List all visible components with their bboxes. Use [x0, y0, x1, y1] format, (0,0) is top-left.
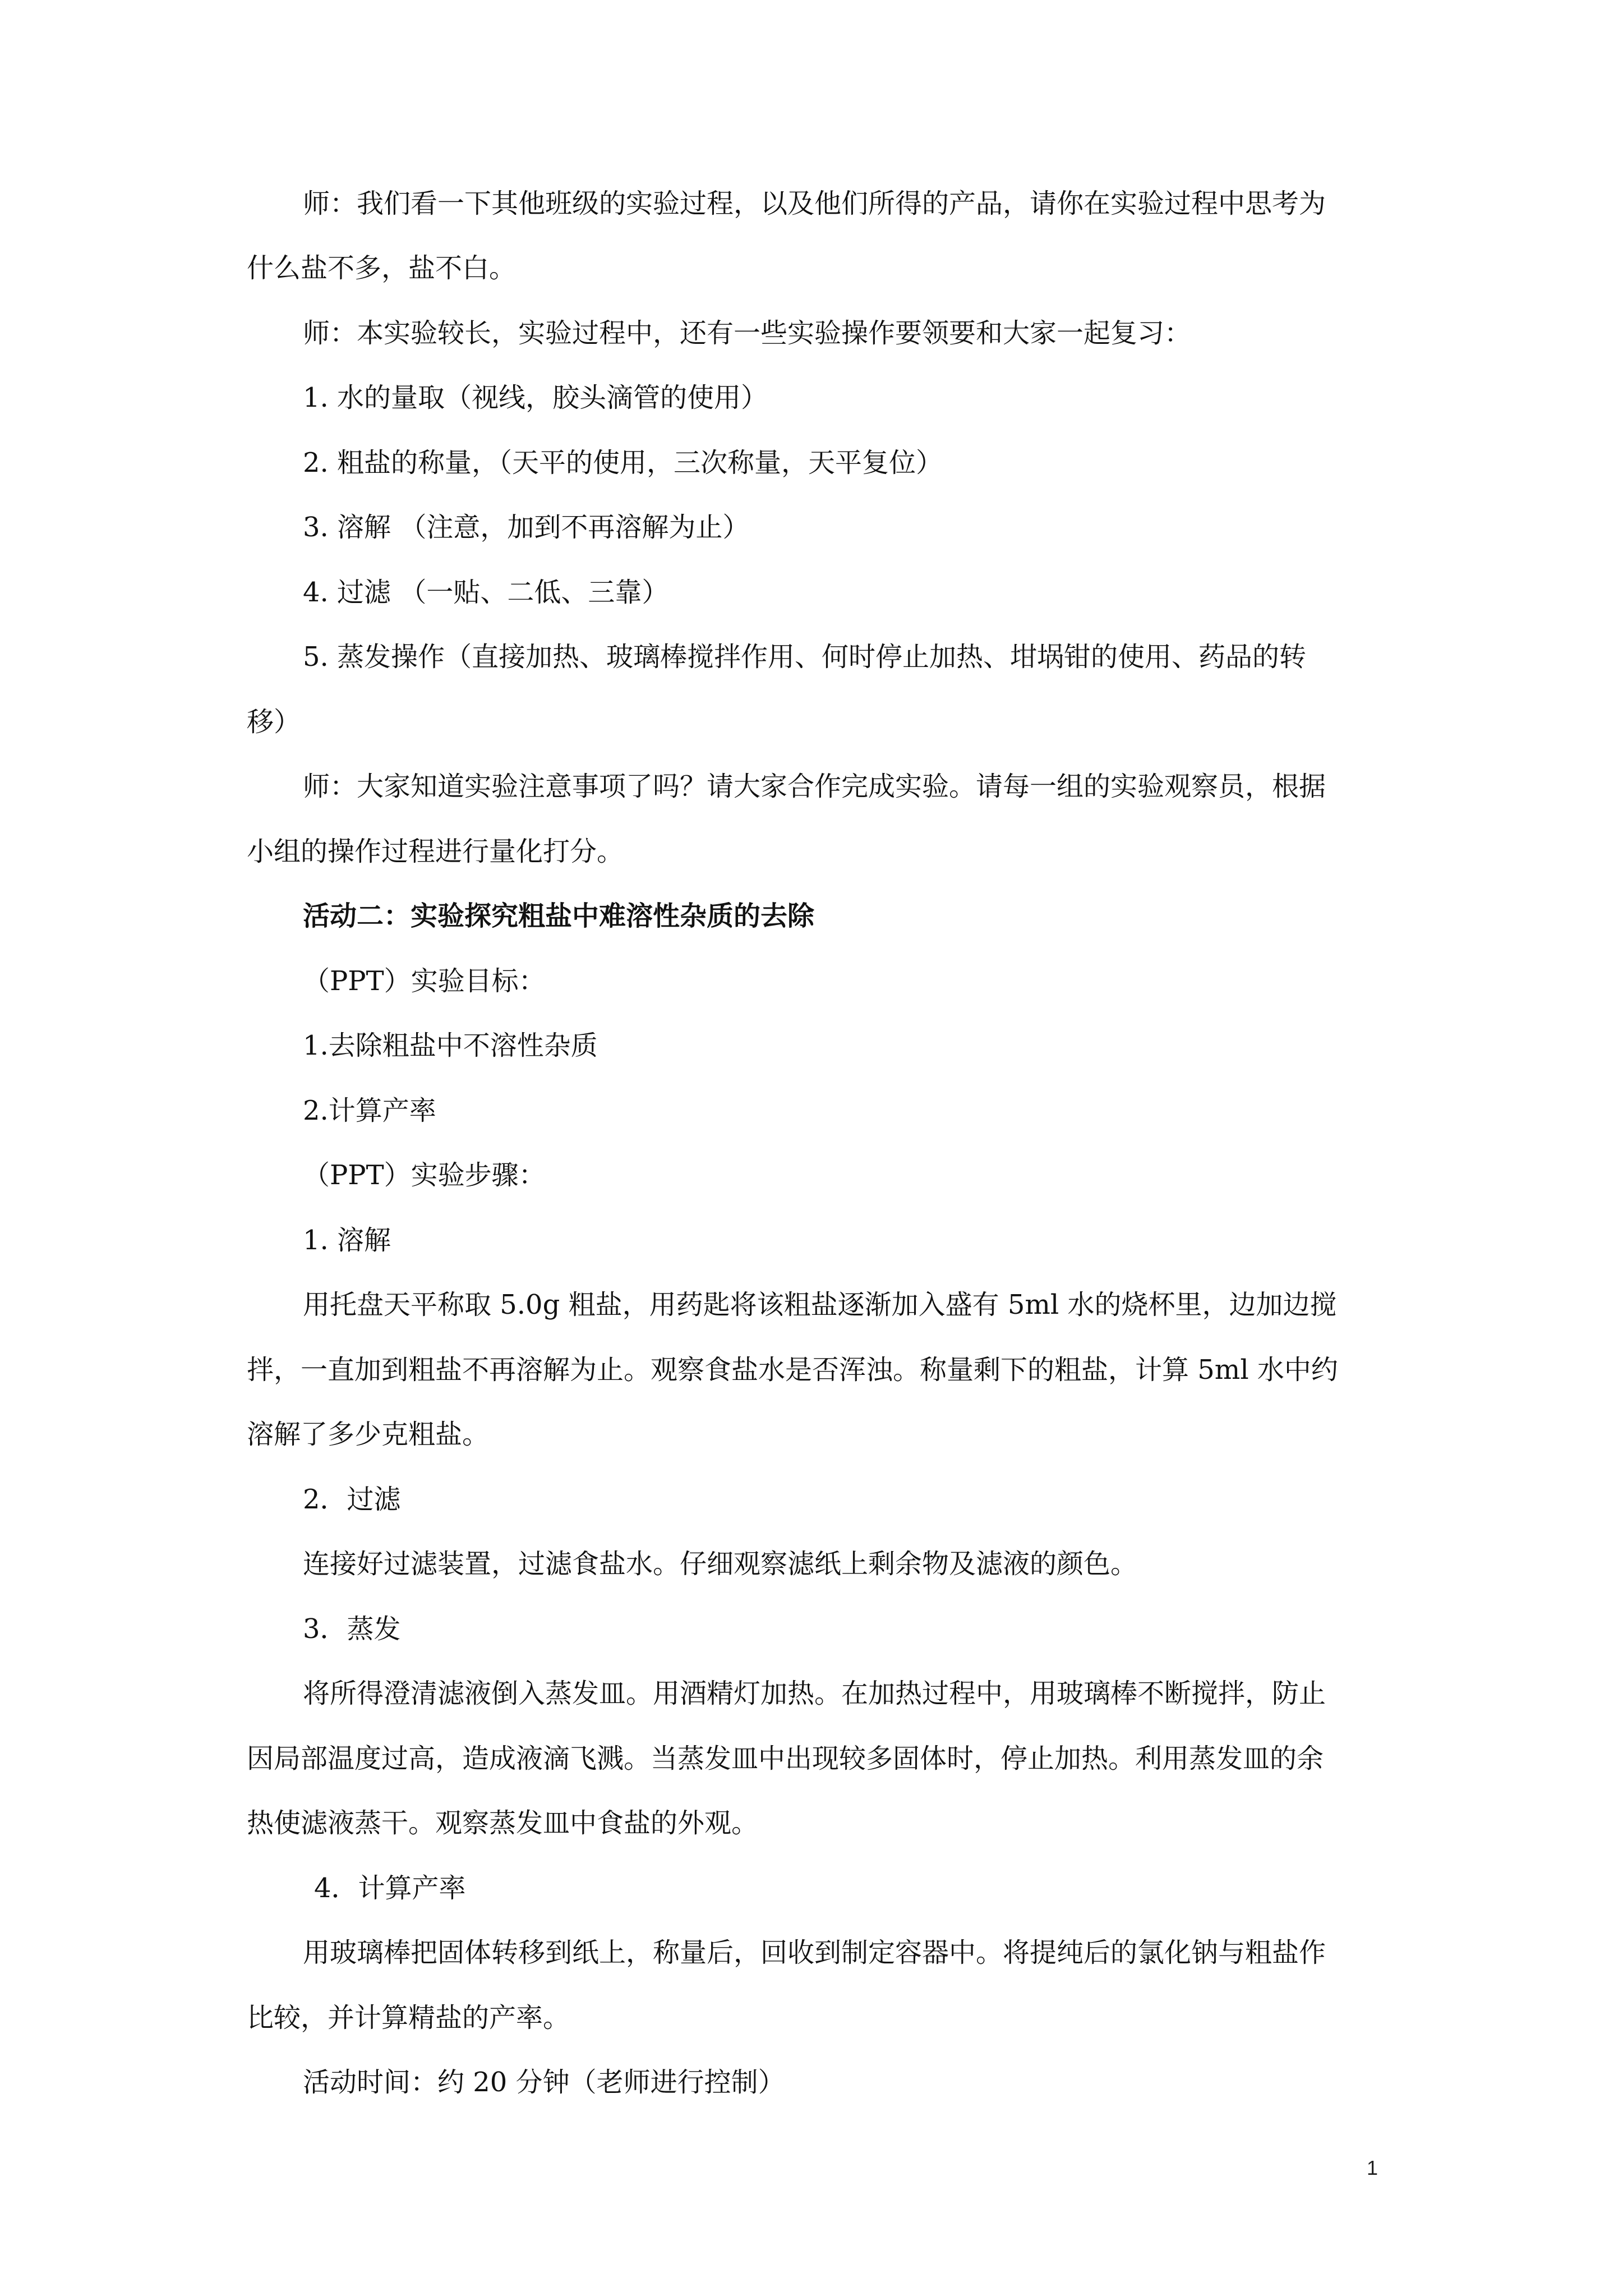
paragraph-line: 用玻璃棒把固体转移到纸上，称量后，回收到制定容器中。将提纯后的氯化钠与粗盐作 — [303, 1937, 1326, 1968]
list-item: 4. 过滤 （一贴、二低、三靠） — [303, 577, 669, 608]
step-heading: 3．蒸发 — [303, 1613, 401, 1645]
paragraph-line: 小组的操作过程进行量化打分。 — [247, 836, 624, 867]
paragraph-line: 溶解了多少克粗盐。 — [247, 1419, 490, 1450]
step-heading: 4．计算产率 — [314, 1872, 466, 1904]
list-item: 5. 蒸发操作（直接加热、玻璃棒搅拌作用、何时停止加热、坩埚钳的使用、药品的转 — [303, 641, 1307, 673]
paragraph-line: 师：大家知道实验注意事项了吗？请大家合作完成实验。请每一组的实验观察员，根据 — [303, 771, 1326, 802]
paragraph-line: 拌，一直加到粗盐不再溶解为止。观察食盐水是否浑浊。称量剩下的粗盐，计算 5ml 水中约 — [247, 1354, 1338, 1386]
paragraph-line: 比较，并计算精盐的产率。 — [247, 2002, 570, 2033]
list-item: 3. 溶解 （注意，加到不再溶解为止） — [303, 512, 750, 543]
paragraph-line: 连接好过滤装置，过滤食盐水。仔细观察滤纸上剩余物及滤液的颜色。 — [303, 1548, 1138, 1580]
list-item: 2.计算产率 — [303, 1095, 436, 1126]
paragraph-line: （PPT）实验步骤： — [303, 1159, 546, 1191]
paragraph-line: 师：我们看一下其他班级的实验过程，以及他们所得的产品，请你在实验过程中思考为 — [303, 188, 1326, 219]
paragraph-line: 活动时间：约 20 分钟（老师进行控制） — [303, 2067, 785, 2098]
paragraph-line: 用托盘天平称取 5.0g 粗盐，用药匙将该粗盐逐渐加入盛有 5ml 水的烧杯里，边加边搅 — [303, 1289, 1337, 1320]
paragraph-line: （PPT）实验目标： — [303, 965, 546, 997]
paragraph-line: 因局部温度过高，造成液滴飞溅。当蒸发皿中出现较多固体时，停止加热。利用蒸发皿的余 — [247, 1743, 1324, 1774]
page-number: 1 — [1367, 2156, 1378, 2179]
paragraph-line: 师：本实验较长，实验过程中，还有一些实验操作要领要和大家一起复习： — [303, 318, 1192, 349]
paragraph-line: 什么盐不多，盐不白。 — [247, 252, 517, 284]
paragraph-line: 将所得澄清滤液倒入蒸发皿。用酒精灯加热。在加热过程中，用玻璃棒不断搅拌，防止 — [303, 1678, 1326, 1709]
paragraph-line: 热使滤液蒸干。观察蒸发皿中食盐的外观。 — [247, 1807, 759, 1839]
paragraph-line: 移） — [247, 706, 301, 738]
step-heading: 1. 溶解 — [303, 1225, 391, 1256]
step-heading: 2．过滤 — [303, 1484, 401, 1515]
section-heading: 活动二：实验探究粗盐中难溶性杂质的去除 — [303, 900, 815, 932]
list-item: 1.去除粗盐中不溶性杂质 — [303, 1030, 598, 1061]
list-item: 2. 粗盐的称量，（天平的使用，三次称量，天平复位） — [303, 447, 943, 478]
list-item: 1. 水的量取（视线，胶头滴管的使用） — [303, 382, 768, 413]
